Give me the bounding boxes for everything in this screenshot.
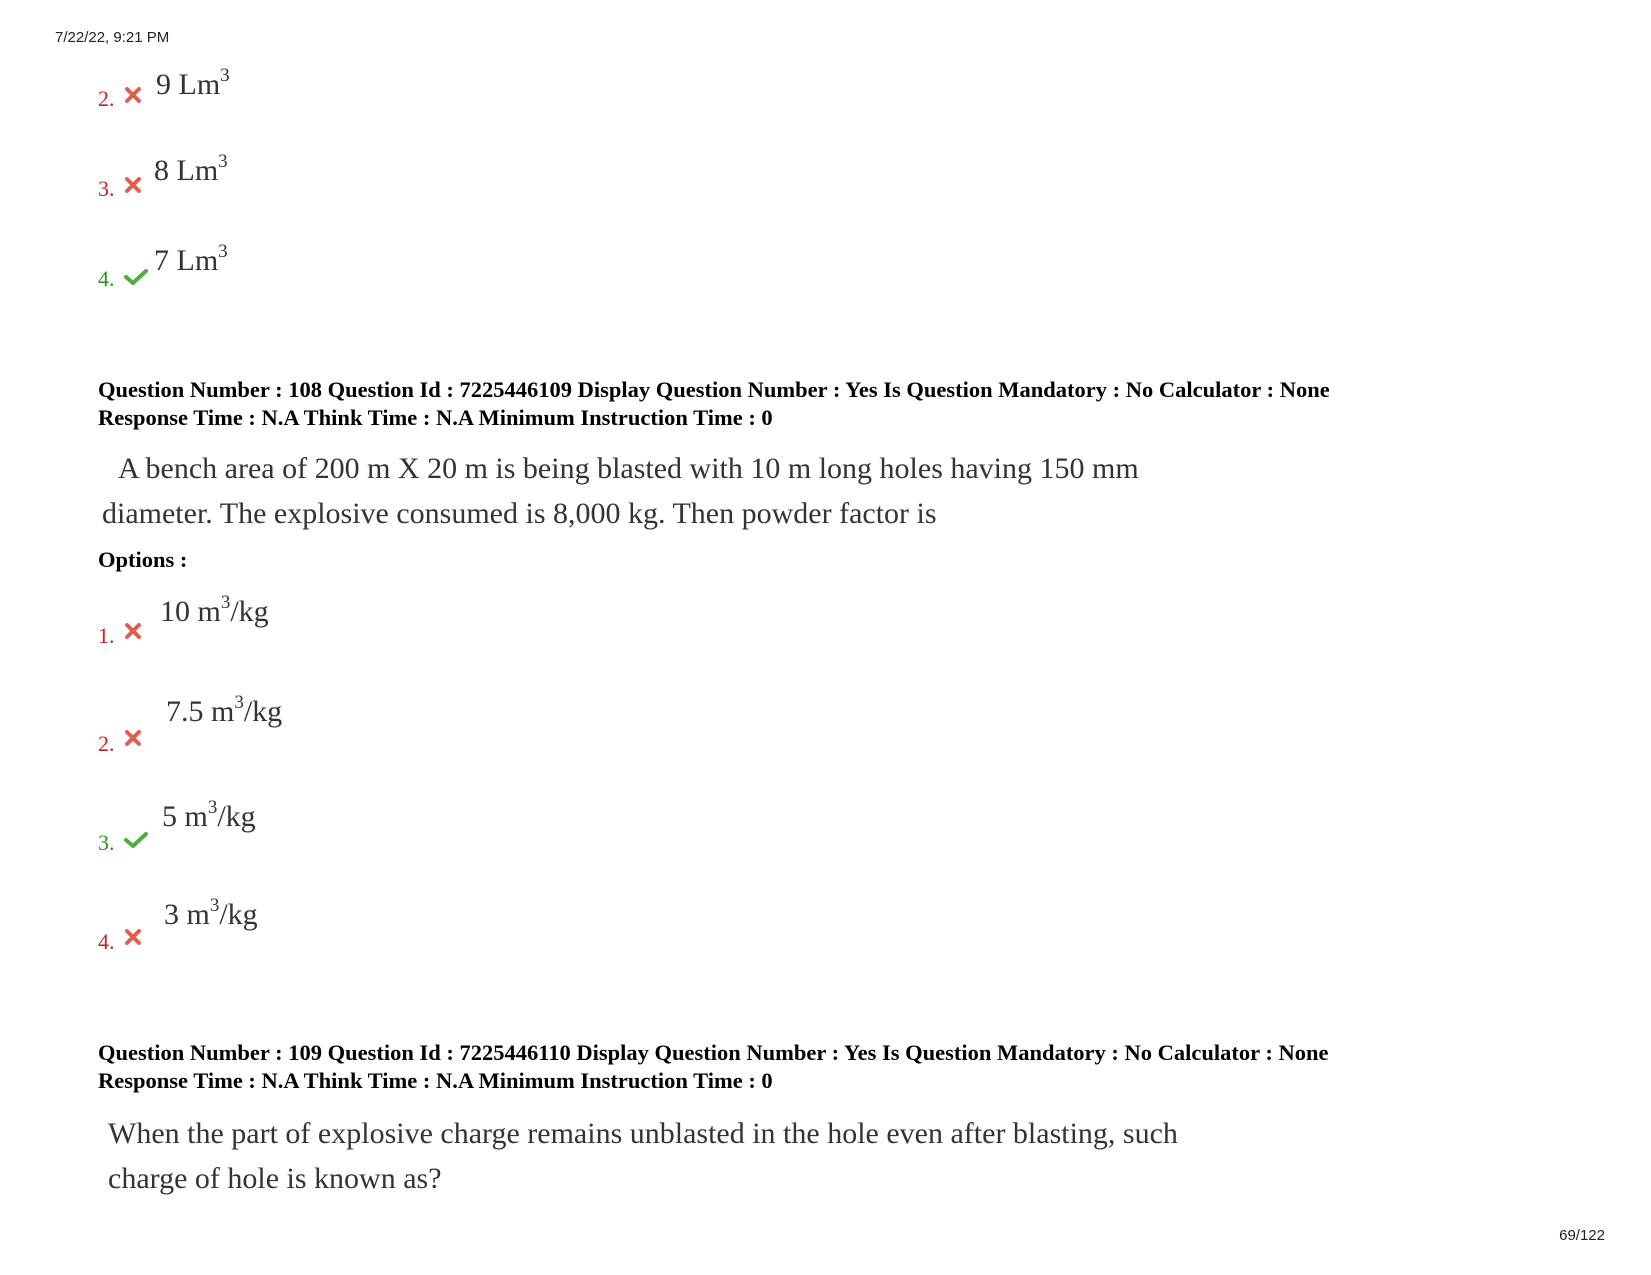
wrong-cross-icon	[124, 928, 142, 946]
options-label: Options :	[98, 547, 188, 572]
option-text: 8 Lm$^3$	[154, 151, 228, 187]
option-number: 1.	[98, 623, 115, 648]
option-text: 10 $m^3/kg$	[160, 592, 269, 628]
option-text: 5 $m^3/kg$	[162, 797, 256, 833]
question-meta-line2: Response Time : N.A Think Time : N.A Minimum Instruction Time : 0	[98, 405, 773, 430]
option-text: 7 Lm$^3$	[154, 241, 228, 277]
question-meta-line1: Question Number : 109 Question Id : 7225446110 Display Question Number : Yes Is Question Mandatory : No Calculator : None	[98, 1040, 1329, 1065]
correct-check-icon	[124, 831, 148, 849]
page-number: 69/122	[1559, 1227, 1605, 1244]
option-number: 2.	[98, 731, 115, 756]
option-text: 3 $m^3/kg$	[164, 895, 258, 931]
print-timestamp: 7/22/22, 9:21 PM	[55, 29, 170, 46]
wrong-cross-icon	[124, 729, 142, 747]
option-number: 4.	[98, 929, 115, 954]
option-text: 7.5 $m^3/kg$	[166, 692, 283, 728]
question-108-header	[98, 376, 1330, 432]
question-109-header	[98, 1039, 1328, 1095]
correct-check-icon	[124, 268, 148, 286]
wrong-cross-icon	[124, 176, 142, 194]
option-text: 9 Lm$^3$	[156, 65, 230, 101]
question-109-text	[108, 1111, 1178, 1201]
wrong-cross-icon	[124, 622, 142, 640]
option-number: 3.	[98, 830, 115, 855]
question-108-text	[102, 446, 1139, 536]
question-text-line2: diameter. The explosive consumed is 8,000 kg. Then powder factor is	[102, 497, 937, 530]
question-text-line2: charge of hole is known as?	[108, 1162, 442, 1195]
option-number: 2.	[98, 86, 115, 111]
question-text-line1: When the part of explosive charge remains unblasted in the hole even after blasting, such	[108, 1117, 1178, 1150]
option-number: 3.	[98, 176, 115, 201]
option-number: 4.	[98, 266, 115, 291]
wrong-cross-icon	[124, 86, 142, 104]
question-text-line1: A bench area of 200 m X 20 m is being blasted with 10 m long holes having 150 mm	[118, 452, 1139, 485]
question-meta-line2: Response Time : N.A Think Time : N.A Minimum Instruction Time : 0	[98, 1068, 773, 1093]
question-meta-line1: Question Number : 108 Question Id : 7225446109 Display Question Number : Yes Is Question Mandatory : No Calculator : None	[98, 377, 1330, 402]
